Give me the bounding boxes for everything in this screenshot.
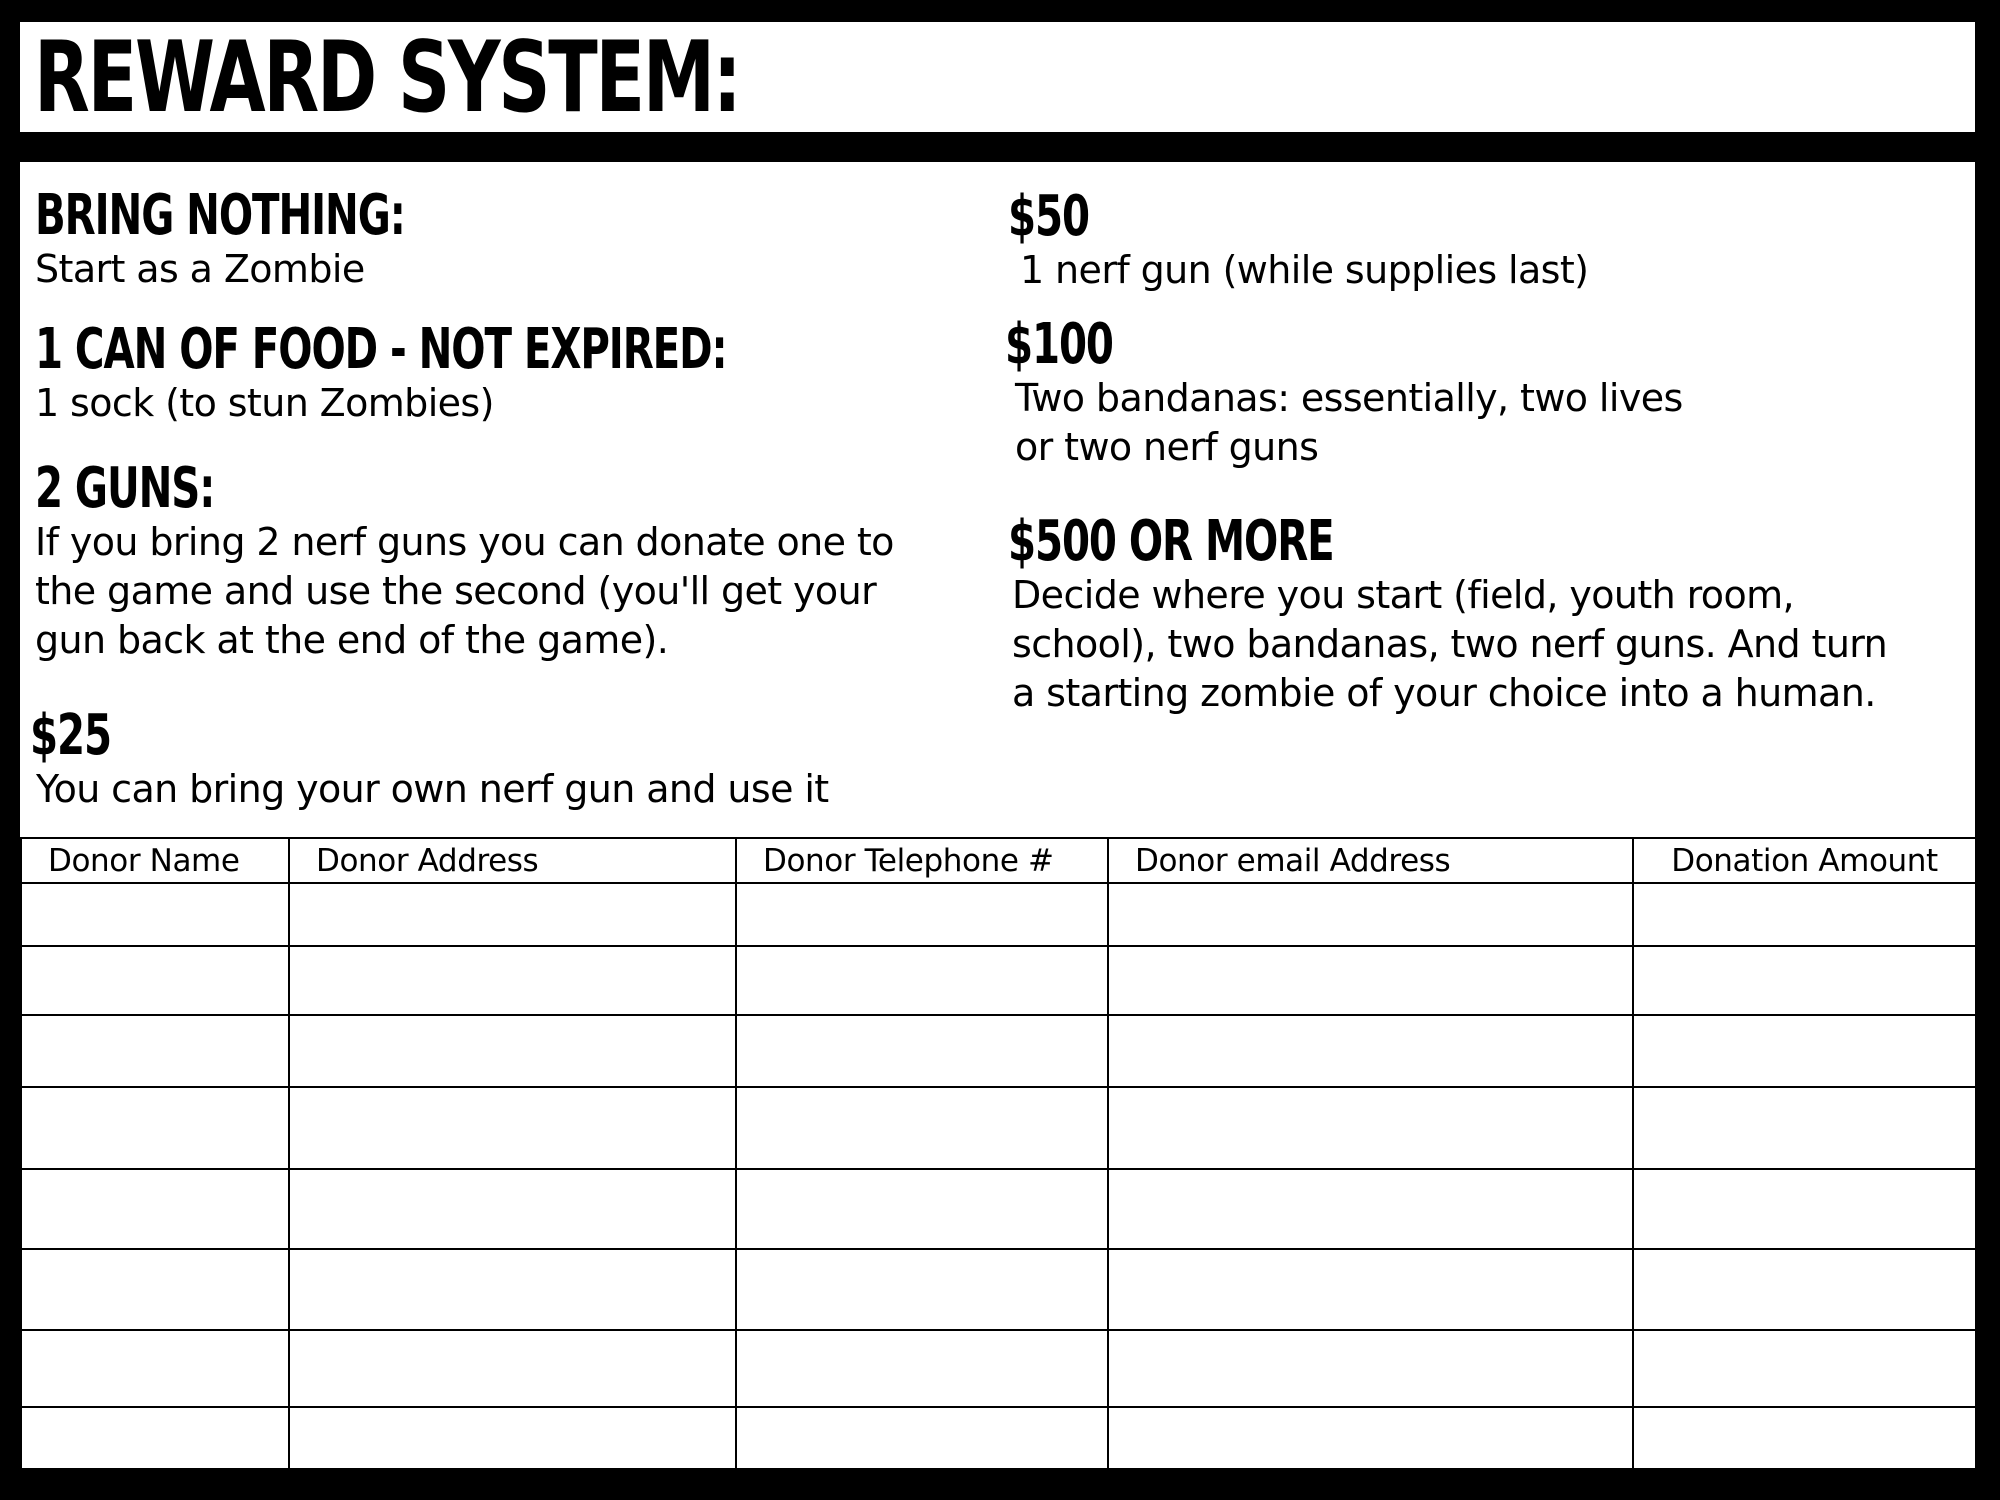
- donor-address-cell[interactable]: [289, 1087, 736, 1169]
- reward-description: If you bring 2 nerf guns you can donate one to the game and use the second (you'll get your gun back at the end of the game).: [35, 520, 894, 662]
- donation-amount-cell[interactable]: [1633, 1407, 1976, 1469]
- reward-description: 1 sock (to stun Zombies): [35, 381, 494, 425]
- donor-telephone-cell[interactable]: [736, 1330, 1108, 1407]
- table-row: [21, 1015, 1976, 1087]
- donor-name-cell[interactable]: [21, 883, 289, 946]
- reward-description: 1 nerf gun (while supplies last): [1020, 248, 1589, 292]
- donor-name-cell[interactable]: [21, 946, 289, 1015]
- donor-table-header-row: [21, 838, 1976, 883]
- donor-table: [20, 837, 1977, 1470]
- donor-name-cell[interactable]: [21, 1407, 289, 1469]
- donor-email-header: Donor email Address: [1108, 838, 1633, 883]
- donor-email-cell[interactable]: [1108, 883, 1633, 946]
- donor-name-header: Donor Name: [21, 838, 289, 883]
- table-row: [21, 1087, 1976, 1169]
- reward-description: Decide where you start (field, youth room, school), two bandanas, two nerf guns. And turn a starting zombie of your choice into a human.: [1012, 573, 1888, 715]
- donation-amount-cell[interactable]: [1633, 1330, 1976, 1407]
- donor-name-cell[interactable]: [21, 1015, 289, 1087]
- reward-description: Two bandanas: essentially, two lives or two nerf guns: [1015, 376, 1683, 469]
- reward-heading: BRING NOTHING:: [35, 183, 405, 248]
- table-row: [21, 1249, 1976, 1330]
- donation-amount-cell[interactable]: [1633, 1015, 1976, 1087]
- donor-telephone-cell[interactable]: [736, 1407, 1108, 1469]
- donor-address-cell[interactable]: [289, 1407, 736, 1469]
- donor-email-cell[interactable]: [1108, 1330, 1633, 1407]
- reward-description: You can bring your own nerf gun and use it: [36, 767, 829, 811]
- donor-email-cell[interactable]: [1108, 1087, 1633, 1169]
- reward-description: Start as a Zombie: [35, 247, 365, 291]
- reward-can-of-food: [35, 317, 996, 428]
- reward-heading: 1 CAN OF FOOD - NOT EXPIRED:: [35, 317, 727, 382]
- donation-amount-cell[interactable]: [1633, 946, 1976, 1015]
- donor-telephone-header: Donor Telephone #: [736, 838, 1108, 883]
- reward-heading: $500 OR MORE: [1008, 509, 1334, 574]
- donation-amount-header: Donation Amount: [1633, 838, 1976, 883]
- donor-address-cell[interactable]: [289, 1330, 736, 1407]
- donor-email-cell[interactable]: [1108, 1249, 1633, 1330]
- donor-address-cell[interactable]: [289, 883, 736, 946]
- donor-email-cell[interactable]: [1108, 946, 1633, 1015]
- donation-amount-cell[interactable]: [1633, 1169, 1976, 1249]
- table-row: [21, 946, 1976, 1015]
- donor-name-cell[interactable]: [21, 1249, 289, 1330]
- title-banner: [20, 21, 1975, 135]
- reward-50-dollars: [1008, 184, 1589, 295]
- donor-email-cell[interactable]: [1108, 1407, 1633, 1469]
- reward-heading: 2 GUNS:: [35, 456, 215, 521]
- donor-telephone-cell[interactable]: [736, 1087, 1108, 1169]
- reward-100-dollars: [1005, 312, 1683, 472]
- donor-telephone-cell[interactable]: [736, 946, 1108, 1015]
- donor-address-cell[interactable]: [289, 1249, 736, 1330]
- donation-amount-cell[interactable]: [1633, 1249, 1976, 1330]
- donation-amount-cell[interactable]: [1633, 883, 1976, 946]
- table-row: [21, 1169, 1976, 1249]
- donor-telephone-cell[interactable]: [736, 1169, 1108, 1249]
- reward-heading: $25: [30, 703, 111, 768]
- table-row: [21, 883, 1976, 946]
- donor-name-cell[interactable]: [21, 1169, 289, 1249]
- donor-telephone-cell[interactable]: [736, 883, 1108, 946]
- donor-email-cell[interactable]: [1108, 1169, 1633, 1249]
- reward-bring-nothing: [35, 183, 549, 294]
- donor-email-cell[interactable]: [1108, 1015, 1633, 1087]
- donation-amount-cell[interactable]: [1633, 1087, 1976, 1169]
- donor-telephone-cell[interactable]: [736, 1015, 1108, 1087]
- table-row: [21, 1407, 1976, 1469]
- donor-address-cell[interactable]: [289, 1015, 736, 1087]
- donor-name-cell[interactable]: [21, 1330, 289, 1407]
- donor-address-header: Donor Address: [289, 838, 736, 883]
- reward-heading: $100: [1005, 312, 1113, 377]
- donor-name-cell[interactable]: [21, 1087, 289, 1169]
- reward-heading: $50: [1008, 184, 1089, 249]
- donor-address-cell[interactable]: [289, 1169, 736, 1249]
- donor-telephone-cell[interactable]: [736, 1249, 1108, 1330]
- donor-address-cell[interactable]: [289, 946, 736, 1015]
- reward-500-or-more: [1008, 509, 1888, 718]
- page-title: REWARD SYSTEM:: [34, 21, 740, 135]
- reward-25-dollars: [30, 703, 829, 814]
- table-row: [21, 1330, 1976, 1407]
- reward-two-guns: [35, 456, 894, 665]
